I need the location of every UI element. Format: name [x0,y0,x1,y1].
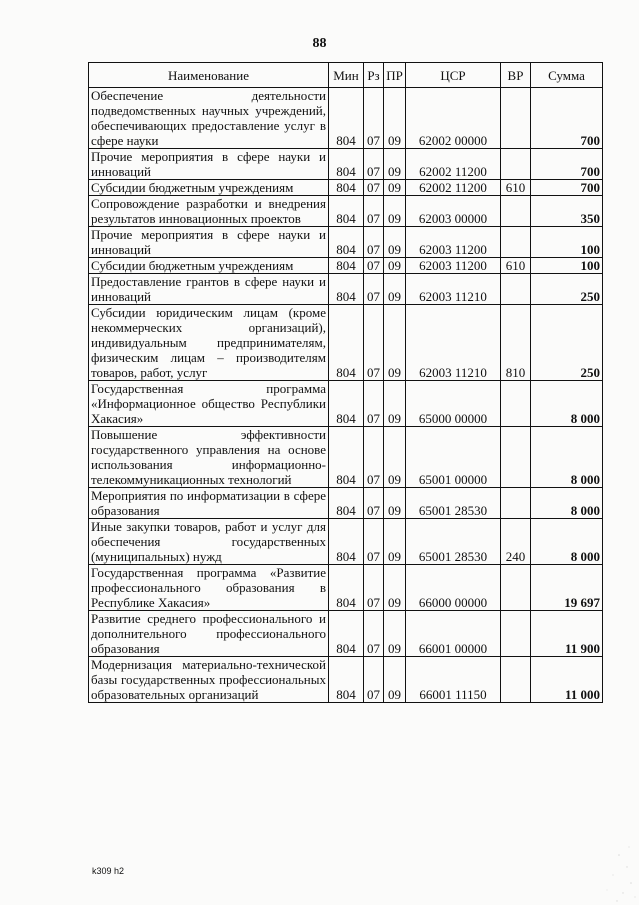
cell-sum: 100 [531,258,603,274]
cell-pr: 09 [384,180,406,196]
cell-rz: 07 [364,274,384,305]
cell-vr [501,196,531,227]
cell-csr: 62002 00000 [406,88,501,149]
cell-pr: 09 [384,196,406,227]
cell-min: 804 [329,565,364,611]
cell-csr: 62002 11200 [406,180,501,196]
cell-pr: 09 [384,149,406,180]
cell-rz: 07 [364,180,384,196]
cell-sum: 100 [531,227,603,258]
cell-sum: 11 900 [531,611,603,657]
cell-name: Иные закупки товаров, работ и услуг для обеспечения государственных (муниципальных) нужд [89,519,329,565]
cell-vr [501,149,531,180]
cell-csr: 65000 00000 [406,381,501,427]
footer-code: k309 h2 [92,866,125,876]
table-row [89,427,603,488]
cell-csr: 62003 11210 [406,274,501,305]
cell-rz: 07 [364,488,384,519]
cell-vr [501,274,531,305]
cell-name: Государственная программа «Развитие профессионального образования в Республике Хакасия» [89,565,329,611]
cell-csr: 62003 00000 [406,196,501,227]
cell-rz: 07 [364,519,384,565]
page-number: 88 [312,36,327,51]
cell-csr: 62003 11210 [406,305,501,381]
budget-table [88,62,603,703]
cell-min: 804 [329,488,364,519]
cell-sum: 8 000 [531,519,603,565]
table-row [89,227,603,258]
cell-vr: 610 [501,258,531,274]
header-vr: ВР [501,63,531,88]
cell-name: Прочие мероприятия в сфере науки и инноваций [89,227,329,258]
cell-rz: 07 [364,657,384,703]
cell-csr: 66001 00000 [406,611,501,657]
cell-name: Повышение эффективности государственного управления на основе использования информационно-телекоммуникационных технологий [89,427,329,488]
cell-min: 804 [329,88,364,149]
cell-sum: 11 000 [531,657,603,703]
cell-name: Государственная программа «Информационное общество Республики Хакасия» [89,381,329,427]
table-row [89,149,603,180]
header-sum: Сумма [531,63,603,88]
table-body [89,88,603,703]
cell-sum: 19 697 [531,565,603,611]
cell-name: Модернизация материально-технической базы государственных профессиональных образовательных организаций [89,657,329,703]
cell-csr: 65001 28530 [406,488,501,519]
cell-name: Предоставление грантов в сфере науки и инноваций [89,274,329,305]
cell-sum: 8 000 [531,381,603,427]
cell-csr: 62003 11200 [406,258,501,274]
cell-csr: 65001 00000 [406,427,501,488]
cell-vr [501,657,531,703]
cell-min: 804 [329,196,364,227]
cell-rz: 07 [364,305,384,381]
cell-sum: 8 000 [531,488,603,519]
cell-vr [501,565,531,611]
cell-vr [501,488,531,519]
header-pr: ПР [384,63,406,88]
cell-pr: 09 [384,305,406,381]
table-header-row [89,63,603,88]
cell-min: 804 [329,258,364,274]
cell-vr [501,227,531,258]
cell-name: Обеспечение деятельности подведомственных научных учреждений, обеспечивающих предоставление услуг в сфере науки [89,88,329,149]
scan-noise-artifact [569,835,639,905]
cell-pr: 09 [384,427,406,488]
cell-csr: 66001 11150 [406,657,501,703]
cell-vr [501,611,531,657]
cell-name: Мероприятия по информатизации в сфере образования [89,488,329,519]
cell-sum: 250 [531,274,603,305]
cell-pr: 09 [384,519,406,565]
cell-vr [501,427,531,488]
header-rz: Рз [364,63,384,88]
cell-sum: 700 [531,149,603,180]
table-row [89,180,603,196]
cell-min: 804 [329,427,364,488]
cell-name: Развитие среднего профессионального и дополнительного профессионального образования [89,611,329,657]
cell-vr: 610 [501,180,531,196]
cell-min: 804 [329,381,364,427]
cell-sum: 700 [531,180,603,196]
cell-csr: 66000 00000 [406,565,501,611]
cell-min: 804 [329,657,364,703]
cell-sum: 8 000 [531,427,603,488]
cell-name: Субсидии бюджетным учреждениям [89,258,329,274]
table-row [89,565,603,611]
cell-csr: 62002 11200 [406,149,501,180]
cell-min: 804 [329,149,364,180]
cell-rz: 07 [364,149,384,180]
cell-sum: 250 [531,305,603,381]
table-row [89,657,603,703]
cell-pr: 09 [384,258,406,274]
cell-sum: 350 [531,196,603,227]
table-row [89,88,603,149]
cell-min: 804 [329,180,364,196]
header-csr: ЦСР [406,63,501,88]
cell-name: Субсидии юридическим лицам (кроме некоммерческих организаций), индивидуальным предпринимателям, физическим лицам – производителям товаров, работ, услуг [89,305,329,381]
cell-vr: 240 [501,519,531,565]
cell-name: Субсидии бюджетным учреждениям [89,180,329,196]
table-row [89,611,603,657]
cell-pr: 09 [384,611,406,657]
cell-pr: 09 [384,274,406,305]
cell-min: 804 [329,274,364,305]
cell-csr: 62003 11200 [406,227,501,258]
table-row [89,305,603,381]
header-name: Наименование [89,63,329,88]
cell-pr: 09 [384,565,406,611]
cell-pr: 09 [384,488,406,519]
cell-rz: 07 [364,565,384,611]
cell-name: Сопровождение разработки и внедрения результатов инновационных проектов [89,196,329,227]
cell-rz: 07 [364,427,384,488]
cell-name: Прочие мероприятия в сфере науки и инноваций [89,149,329,180]
cell-pr: 09 [384,381,406,427]
cell-rz: 07 [364,227,384,258]
cell-min: 804 [329,227,364,258]
cell-rz: 07 [364,88,384,149]
cell-vr [501,88,531,149]
cell-vr: 810 [501,305,531,381]
table-row [89,381,603,427]
cell-min: 804 [329,305,364,381]
table-row [89,258,603,274]
table-row [89,488,603,519]
cell-rz: 07 [364,196,384,227]
table-row [89,274,603,305]
cell-csr: 65001 28530 [406,519,501,565]
cell-vr [501,381,531,427]
cell-sum: 700 [531,88,603,149]
table-row [89,519,603,565]
header-min: Мин [329,63,364,88]
cell-rz: 07 [364,611,384,657]
cell-min: 804 [329,611,364,657]
cell-pr: 09 [384,227,406,258]
cell-pr: 09 [384,657,406,703]
cell-pr: 09 [384,88,406,149]
cell-min: 804 [329,519,364,565]
cell-rz: 07 [364,258,384,274]
cell-rz: 07 [364,381,384,427]
table-row [89,196,603,227]
